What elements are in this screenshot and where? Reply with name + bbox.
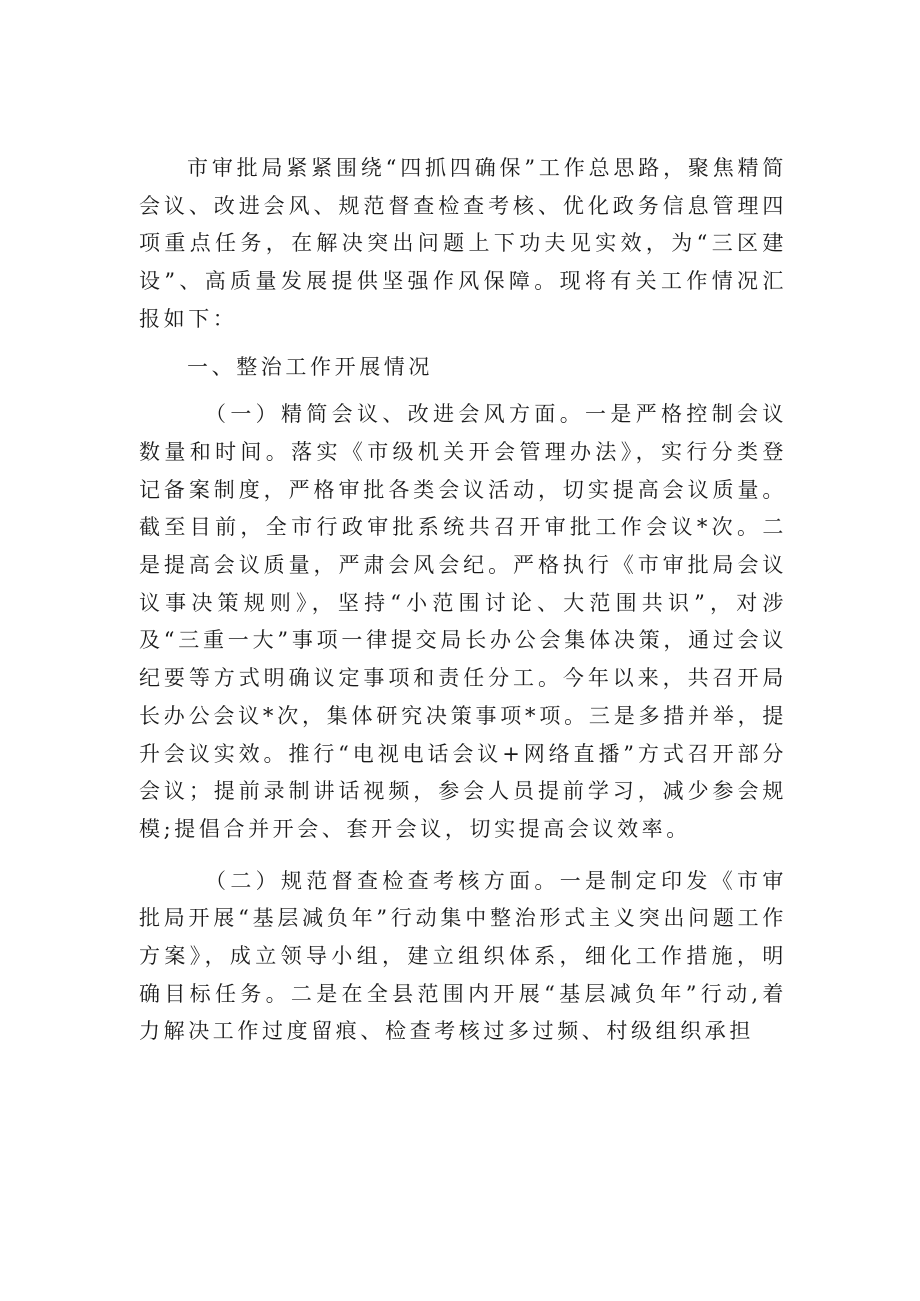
document-body (139, 150, 787, 1051)
intro-paragraph: 市审批局紧紧围绕“四抓四确保”工作总思路，聚焦精简会议、改进会风、规范督查检查考核、优化政务信息管理四项重点任务，在解决突出问题上下功夫见实效，为“三区建设”、高质量发展提供坚强作风保障。现将有关工作情况汇报如下： (139, 156, 787, 331)
section-heading-1: 一、整治工作开展情况 (187, 354, 433, 379)
subsection-paragraph-2: （二）规范督查检查考核方面。一是制定印发《市审批局开展“基层减负年”行动集中整治形式主义突出问题工作方案》，成立领导小组，建立组织体系，细化工作措施，明确目标任务。二是在全县范围内开展“基层减负年”行动,着力解决工作过度留痕、检查考核过多过频、村级组织承担 (139, 868, 787, 1044)
subsection-paragraph-1: （一）精简会议、改进会风方面。一是严格控制会议数量和时间。落实《市级机关开会管理办法》，实行分类登记备案制度，严格审批各类会议活动，切实提高会议质量。截至目前，全市行政审批系统共召开审批工作会议*次。二是提高会议质量，严肃会风会纪。严格执行《市审批局会议议事决策规则》，坚持“小范围讨论、大范围共识”，对涉及“三重一大”事项一律提交局长办公会集体决策，通过会议纪要等方式明确议定事项和责任分工。今年以来，共召开局长办公会议*次，集体研究决策事项*项。三是多措并举，提升会议实效。推行“电视电话会议+网络直播”方式召开部分会议；提前录制讲话视频，参会人员提前学习，减少参会规模;提倡合并开会、套开会议，切实提高会议效率。 (139, 402, 787, 841)
